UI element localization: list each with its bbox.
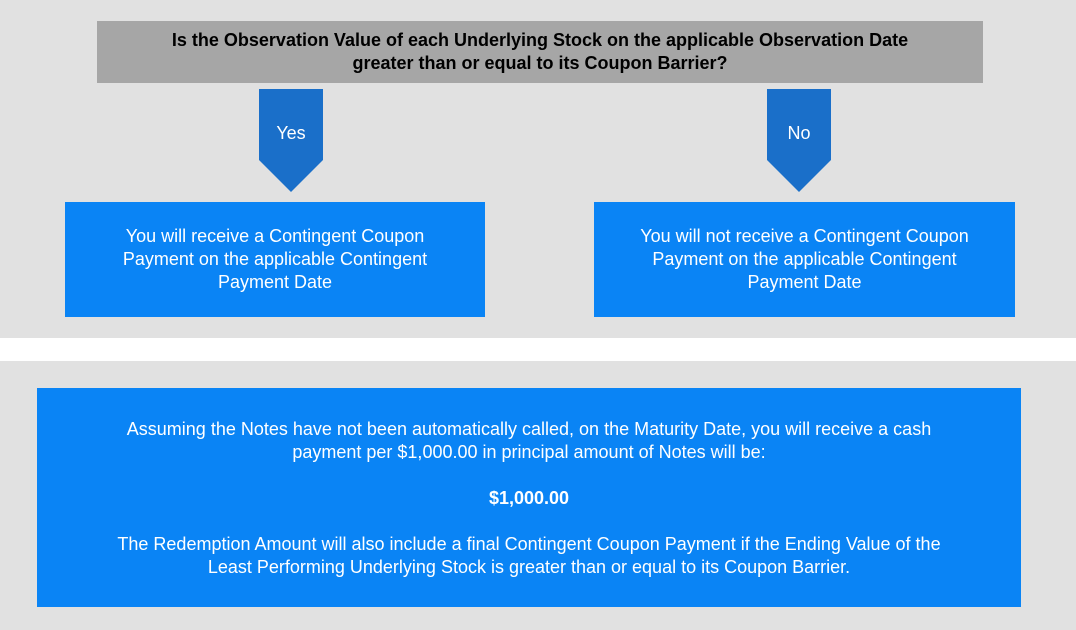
- observation-question-box: Is the Observation Value of each Underlying Stock on the applicable Observation Date greater than or equal to its Coupon Barrier?: [97, 21, 983, 83]
- maturity-note-text: The Redemption Amount will also include a final Contingent Coupon Payment if the Ending Value of the Least Performing Underlying Stock is greater than or equal to its Coupon Barrier.: [117, 534, 941, 577]
- yes-label: Yes: [276, 123, 306, 143]
- no-label: No: [787, 123, 811, 143]
- maturity-intro-text: Assuming the Notes have not been automatically called, on the Maturity Date, you will receive a cash payment per $1,000.00 in principal amount of Notes will be:: [126, 419, 932, 462]
- maturity-box: [37, 388, 1021, 607]
- yes-outcome-box: You will receive a Contingent Coupon Payment on the applicable Contingent Payment Date: [65, 202, 485, 317]
- yes-arrow: [259, 89, 323, 192]
- no-outcome-box: You will not receive a Contingent Coupon Payment on the applicable Contingent Payment Date: [594, 202, 1015, 317]
- maturity-amount: $1,000.00: [488, 488, 570, 508]
- no-arrow: [767, 89, 831, 192]
